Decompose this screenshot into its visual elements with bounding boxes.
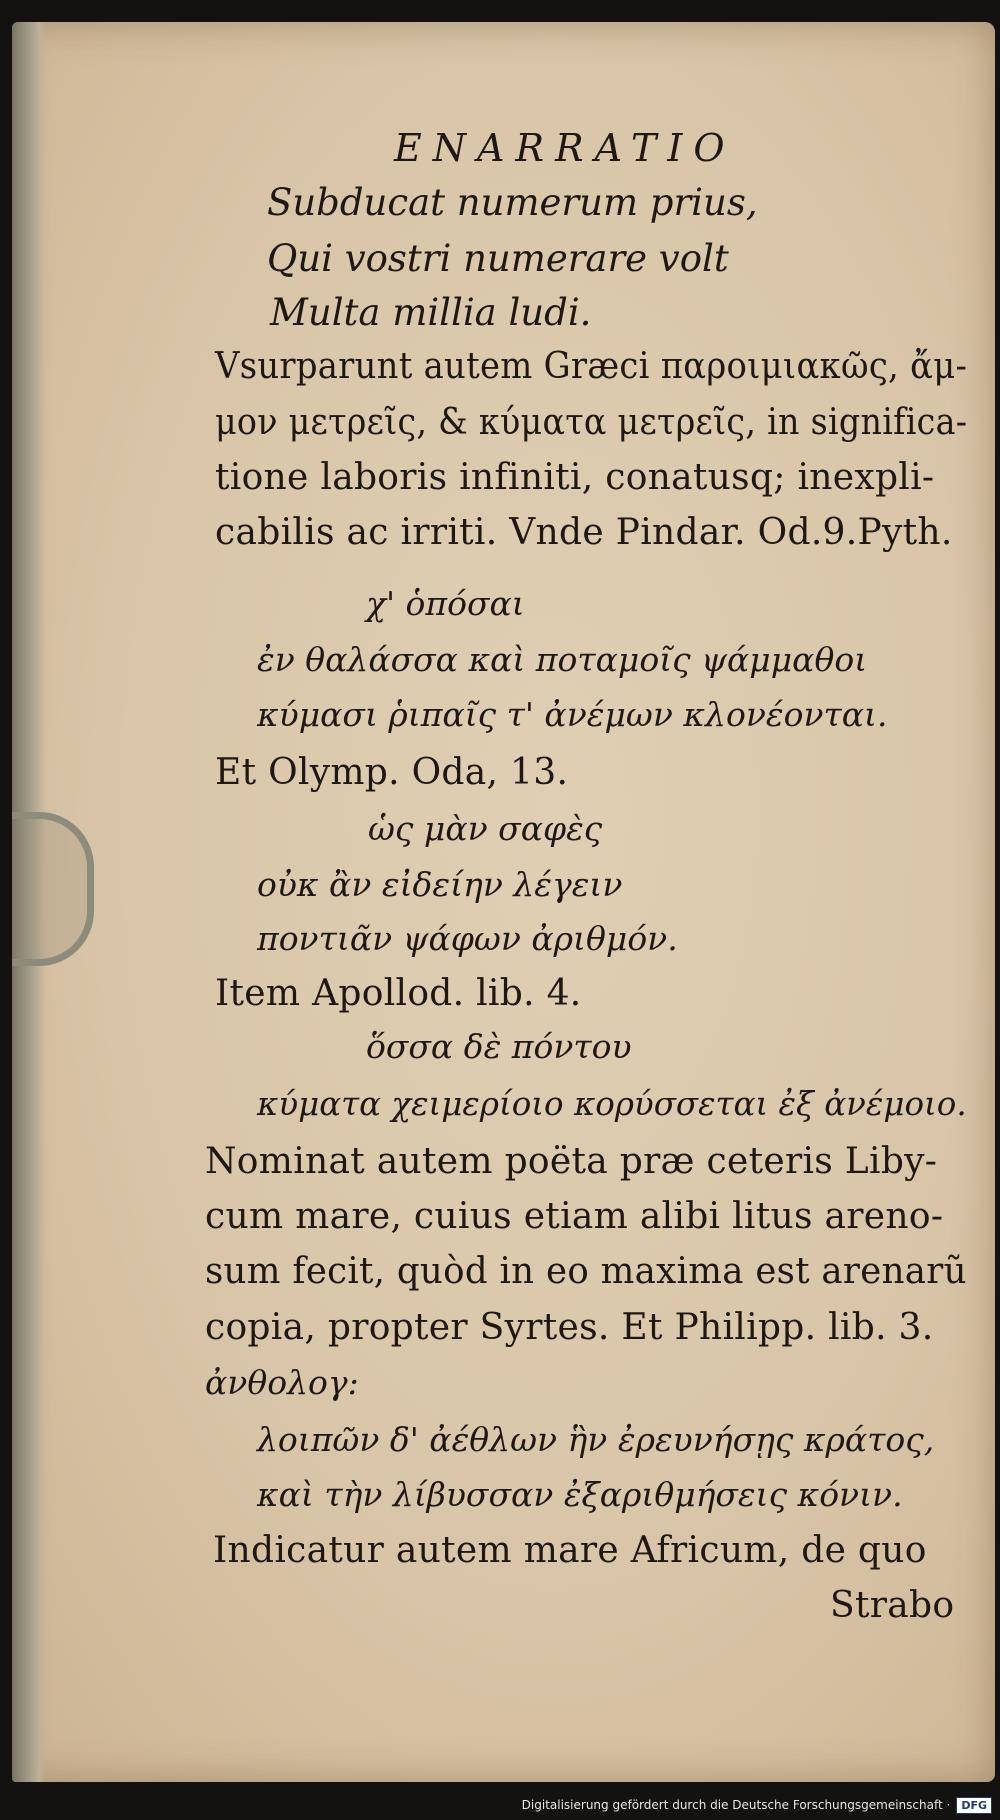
text-line-22: ἀνθολογ: [205, 1363, 359, 1402]
text-line-8: χ' ὁπόσαι [366, 584, 525, 623]
credit-text: Digitalisierung gefördert durch die Deutsche Forschungsgemeinschaft · [521, 1798, 951, 1812]
text-line-13: οὐκ ἂν εἰδείην λέγειν [257, 865, 623, 904]
text-line-17: κύματα χειμερίοιο κορύσσεται ἐξ ἀνέμοιο. [257, 1084, 967, 1123]
text-line-11: Et Olymp. Oda, 13. [215, 752, 569, 793]
book-clasp [12, 812, 94, 966]
text-line-25: Indicatur autem mare Africum, de quo [213, 1530, 927, 1571]
text-line-1: Subducat numerum prius, [267, 181, 758, 224]
text-line-6: tione laboris infiniti, conatusq; inexpli- [215, 457, 935, 498]
text-line-20: sum fecit, quòd in eo maxima est arenarũ [205, 1251, 967, 1292]
text-line-14: ποντιᾶν ψάφων ἀριθμόν. [257, 919, 678, 958]
catchword: Strabo [830, 1585, 955, 1626]
text-line-24: καὶ τὴν λίβυσσαν ἐξαριθμήσεις κόνιν. [257, 1475, 903, 1514]
text-line-4: Vsurparunt autem Græci παροιμιακῶς, ἄμ- [215, 346, 968, 387]
text-line-16: ὅσσα δὲ πόντου [366, 1027, 632, 1066]
text-line-19: cum mare, cuius etiam alibi litus areno- [205, 1196, 944, 1237]
text-line-3: Multa millia ludi. [270, 291, 592, 334]
text-line-23: λοιπῶν δ' ἀέθλων ἣν ἐρευνήσῃς κράτος, [257, 1420, 935, 1459]
text-line-7: cabilis ac irriti. Vnde Pindar. Od.9.Pyth. [215, 512, 953, 553]
text-line-21: copia, propter Syrtes. Et Philipp. lib. 3. [205, 1307, 934, 1348]
text-line-2: Qui vostri numerare volt [267, 237, 729, 280]
text-line-12: ὡς μὰν σαφὲς [368, 809, 603, 848]
dfg-logo: DFG [956, 1797, 992, 1814]
text-line-5: μον μετρεῖς, & κύματα μετρεῖς, in significa- [215, 402, 968, 443]
running-heading: ENARRATIO [394, 126, 736, 170]
book-page [12, 22, 995, 1782]
digitization-credit [522, 1794, 992, 1816]
text-line-15: Item Apollod. lib. 4. [215, 973, 582, 1014]
text-line-9: ἐν θαλάσσα καὶ ποταμοῖς ψάμμαθοι [257, 640, 868, 679]
text-line-10: κύμασι ῥιπαῖς τ' ἀνέμων κλονέονται. [257, 695, 888, 734]
text-line-18: Nominat autem poëta præ ceteris Liby- [205, 1141, 938, 1182]
